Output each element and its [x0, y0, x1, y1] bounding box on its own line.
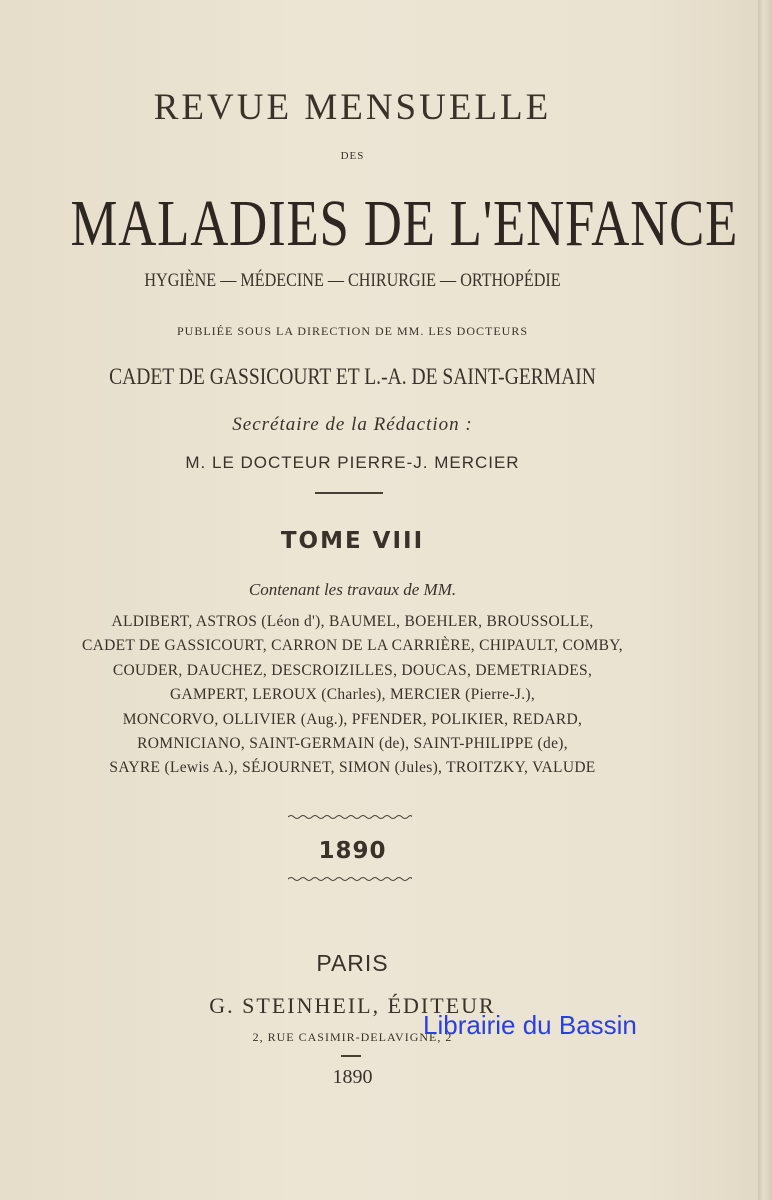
publisher-address: 2, RUE CASIMIR-DELAVIGNE, 2: [252, 1030, 453, 1044]
publication-year: 1890: [318, 838, 387, 864]
editors-names: CADET DE GASSICOURT ET L.-A. DE SAINT-GERMAIN: [109, 364, 596, 389]
imprint-year: 1890: [332, 1066, 373, 1088]
volume-number: TOME VIII: [280, 528, 425, 554]
contributors-line: ROMNICIANO, SAINT-GERMAIN (de), SAINT-PHILIPPE (de),: [137, 735, 568, 753]
contributors-intro: Contenant les travaux de MM.: [248, 580, 457, 599]
secretary-name: M. LE DOCTEUR PIERRE-J. MERCIER: [185, 453, 520, 472]
page-edge: [758, 0, 772, 1200]
short-rule: [341, 1055, 361, 1057]
contributors-line: MONCORVO, OLLIVIER (Aug.), PFENDER, POLIKIER, REDARD,: [122, 710, 583, 728]
contributors-line: GAMPERT, LEROUX (Charles), MERCIER (Pierre-J.),: [169, 686, 536, 704]
wavy-ornament: [288, 814, 412, 820]
journal-title-line1: REVUE MENSUELLE: [153, 87, 552, 128]
divider-rule: [315, 492, 383, 494]
contributors-line: ALDIBERT, ASTROS (Léon d'), BAUMEL, BOEHLER, BROUSSOLLE,: [111, 613, 594, 630]
direction-line: PUBLIÉE SOUS LA DIRECTION DE MM. LES DOCTEURS: [176, 324, 528, 338]
journal-subjects: HYGIÈNE — MÉDECINE — CHIRURGIE — ORTHOPÉDIE: [144, 270, 561, 291]
contributors-line: SAYRE (Lewis A.), SÉJOURNET, SIMON (Jules), TROITZKY, VALUDE: [109, 759, 596, 777]
contributors-line: CADET DE GASSICOURT, CARRON DE LA CARRIÈRE, CHIPAULT, COMBY,: [82, 637, 623, 655]
contributors-list: [0, 610, 705, 781]
publisher: G. STEINHEIL, ÉDITEUR: [209, 993, 496, 1018]
wavy-ornament: [288, 876, 412, 882]
journal-title-line2: DES: [340, 150, 365, 162]
secretary-label: Secrétaire de la Rédaction :: [232, 414, 473, 435]
contributors-line: COUDER, DAUCHEZ, DESCROIZILLES, DOUCAS, DEMETRIADES,: [112, 661, 593, 679]
bookseller-watermark: Librairie du Bassin: [423, 1010, 637, 1040]
journal-title-main: MALADIES DE L'ENFANCE: [70, 187, 739, 260]
city: PARIS: [316, 950, 389, 976]
